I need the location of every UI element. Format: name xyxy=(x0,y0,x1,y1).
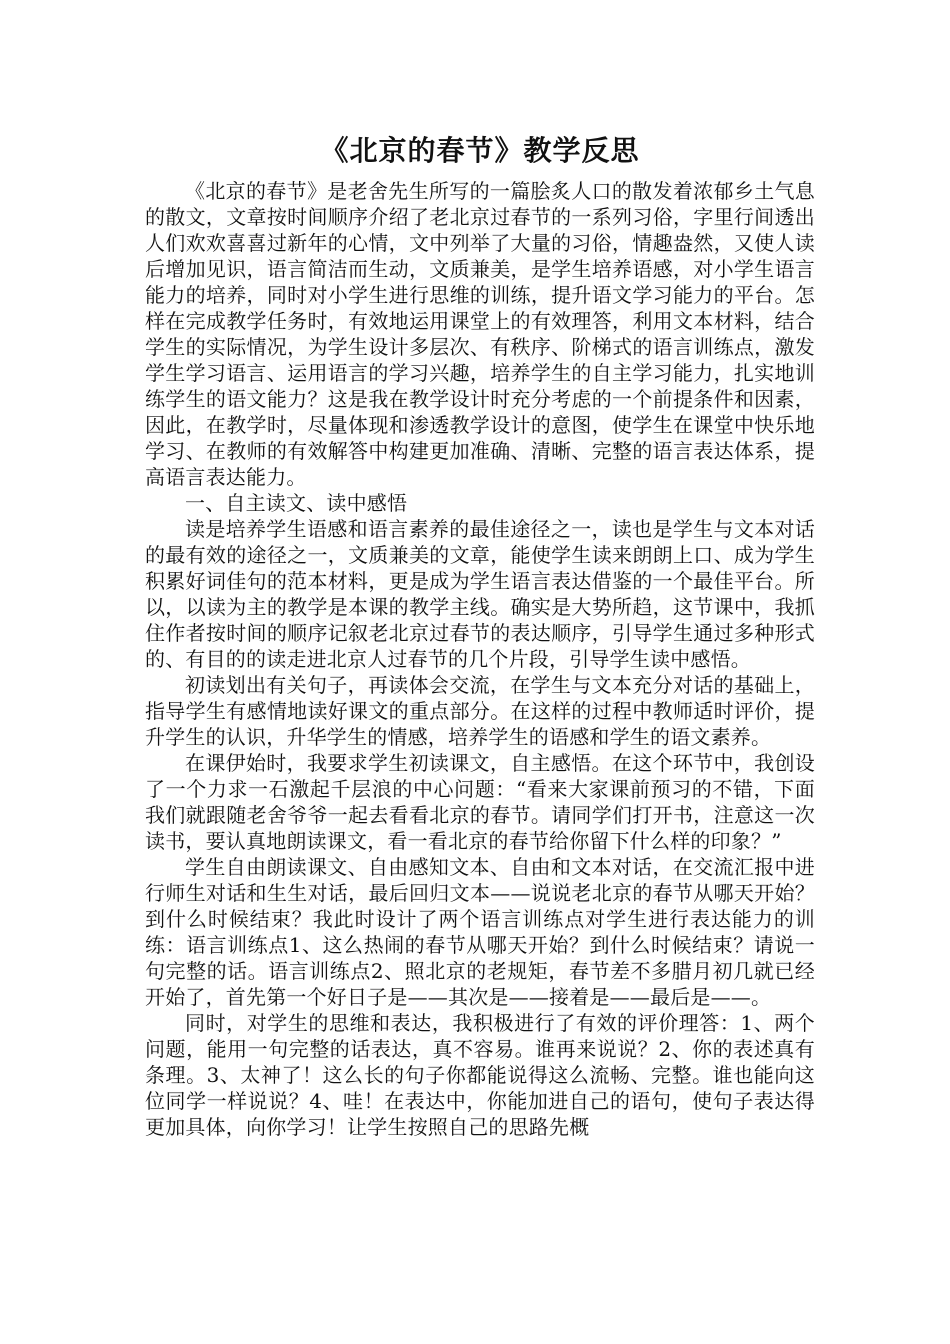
section-heading: 一、自主读文、读中感悟 xyxy=(185,491,408,515)
document-page xyxy=(145,128,815,1140)
paragraph-intro: 《北京的春节》是老舍先生所写的一篇脍炙人口的散发着浓郁乡土气息的散文，文章按时间顺序介绍了老北京过春节的一系列习俗，字里行间透出人们欢欢喜喜过新年的心情，文中列举了大量的习俗，情趣盎然，又使人读后增加见识，语言简洁而生动，文质兼美，是学生培养语感，对小学生语言能力的培养，同时对小学生进行思维的训练，提升语文学习能力的平台。怎样在完成教学任务时，有效地运用课堂上的有效理答，利用文本材料，结合学生的实际情况，为学生设计多层次、有秩序、阶梯式的语言训练点，激发学生学习语言、运用语言的学习兴趣，培养学生的自主学习能力，扎实地训练学生的语文能力？这是我在教学设计时充分考虑的一个前提条件和因素，因此，在教学时，尽量体现和渗透教学设计的意图，使学生在课堂中快乐地学习、在教师的有效解答中构建更加准确、清晰、完整的语言表达体系，提高语言表达能力。 xyxy=(145,179,815,489)
paragraph-free-reading: 学生自由朗读课文、自由感知文本、自由和文本对话，在交流汇报中进行师生对话和生生对话，最后回归文本——说说老北京的春节从哪天开始？到什么时候结束？我此时设计了两个语言训练点对学生进行表达能力的训练：语言训练点1、这么热闹的春节从哪天开始？到什么时候结束？请说一句完整的话。语言训练点2、照北京的老规矩，春节差不多腊月初几就已经开始了，首先第一个好日子是——其次是——接着是——最后是——。 xyxy=(145,855,815,1009)
paragraph-first-reading: 初读划出有关句子，再读体会交流，在学生与文本充分对话的基础上，指导学生有感情地读好课文的重点部分。在这样的过程中教师适时评价，提升学生的认识，升华学生的情感，培养学生的语感和学生的语文素养。 xyxy=(145,673,815,749)
paragraph-evaluation: 同时，对学生的思维和表达，我积极进行了有效的评价理答：1、两个问题，能用一句完整的话表达，真不容易。谁再来说说？2、你的表述真有条理。3、太神了！这么长的句子你都能说得这么流畅、完整。谁也能向这位同学一样说说？4、哇！在表达中，你能加进自己的语句，使句子表达得更加具体，向你学习！让学生按照自己的思路先概 xyxy=(145,1011,815,1139)
paragraph-reading: 读是培养学生语感和语言素养的最佳途径之一，读也是学生与文本对话的最有效的途径之一，文质兼美的文章，能使学生读来朗朗上口、成为学生积累好词佳句的范本材料，更是成为学生语言表达借鉴的一个最佳平台。所以，以读为主的教学是本课的教学主线。确实是大势所趋，这节课中，我抓住作者按时间的顺序记叙老北京过春节的表达顺序，引导学生通过多种形式的、有目的的读走进北京人过春节的几个片段，引导学生读中感悟。 xyxy=(145,517,815,671)
paragraph-class-start: 在课伊始时，我要求学生初读课文，自主感悟。在这个环节中，我创设了一个力求一石激起千层浪的中心问题：“看来大家课前预习的不错，下面我们就跟随老舍爷爷一起去看看北京的春节。请同学们打开书，注意这一次读书，要认真地朗读课文，看一看北京的春节给你留下什么样的印象？” xyxy=(145,751,815,853)
document-title: 《北京的春节》教学反思 xyxy=(320,134,640,167)
